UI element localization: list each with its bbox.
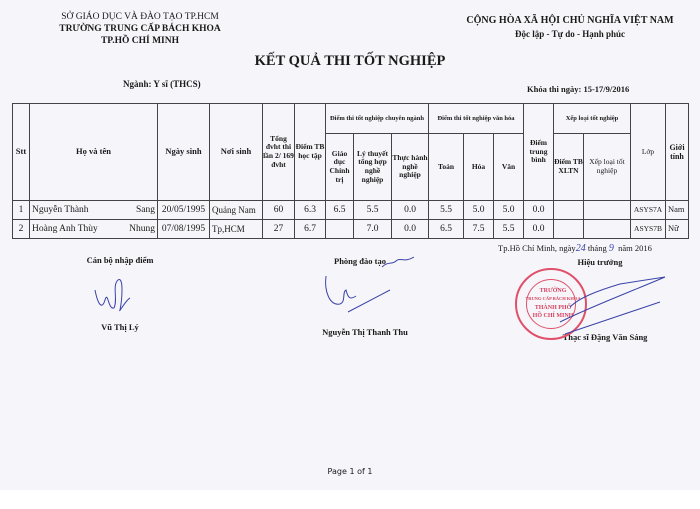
header-full-name: Họ và tên: [30, 104, 158, 201]
header-theory: Lý thuyết tổng hợp nghề nghiệp: [354, 134, 392, 201]
cell-class: ASYS7B: [631, 220, 666, 239]
cell-chemistry: 5.0: [464, 201, 494, 220]
cell-xltn-score: [554, 220, 584, 239]
header-ranking: Xếp loại tốt nghiệp: [584, 134, 631, 201]
cell-average: 0.0: [524, 220, 554, 239]
header-gpa: Điểm TB học tập: [295, 104, 326, 201]
cell-theory: 7.0: [354, 220, 392, 239]
header-xltn-score: Điểm TB XLTN: [554, 134, 584, 201]
cell-class: ASYS7A: [631, 201, 666, 220]
cell-practice: 0.0: [392, 220, 429, 239]
header-culture-group: Điểm thi tốt nghiệp văn hóa: [429, 104, 524, 134]
page-number: Page 1 of 1: [327, 467, 373, 476]
results-table: [12, 103, 689, 239]
header-literature: Văn: [494, 134, 524, 201]
cell-xltn-score: [554, 201, 584, 220]
cell-stt: 1: [13, 201, 30, 220]
principal-name: Thạc sĩ Đặng Văn Sáng: [562, 332, 648, 342]
cell-full-name: [30, 220, 158, 239]
cell-birthplace: Tp,HCM: [210, 220, 263, 239]
school-city: TP.HỒ CHÍ MINH: [100, 36, 180, 46]
first-name: Nguyễn Thành: [32, 204, 89, 215]
cell-total-credits: 27: [263, 220, 295, 239]
cell-chemistry: 7.5: [464, 220, 494, 239]
cell-dob: 07/08/1995: [158, 220, 210, 239]
school-stamp-icon: TRƯỜNG TRUNG CẤP BÁCH KHOA THÀNH PHỐ HỒ CHÍ MINH: [515, 268, 587, 340]
first-name: Hoàng Anh Thùy: [32, 223, 98, 234]
signature-training-dept-icon: [320, 272, 400, 317]
school-name: TRƯỜNG TRUNG CẤP BÁCH KHOA: [59, 24, 221, 34]
cell-literature: 5.0: [494, 201, 524, 220]
cell-gender: Nam: [666, 201, 689, 220]
header-class: Lớp: [631, 104, 666, 201]
header-stt: Stt: [13, 104, 30, 201]
cell-birthplace: Quảng Nam: [210, 201, 263, 220]
header-average: Điểm trung bình: [524, 104, 554, 201]
header-chemistry: Hóa: [464, 134, 494, 201]
cell-total-credits: 60: [263, 201, 295, 220]
cell-practice: 0.0: [392, 201, 429, 220]
header-birthplace: Nơi sinh: [210, 104, 263, 201]
header-politics: Giáo dục Chính trị: [326, 134, 354, 201]
cell-dob: 20/05/1995: [158, 201, 210, 220]
cell-full-name: [30, 201, 158, 220]
signature-principal-icon: [540, 262, 680, 342]
last-name: Sang: [136, 204, 155, 215]
cell-politics: 6.5: [326, 201, 354, 220]
data-entry-name: Vũ Thị Lý: [101, 322, 139, 332]
department-name: SỞ GIÁO DỤC VÀ ĐÀO TẠO TP.HCM: [61, 12, 219, 22]
initials-training-dept-icon: [380, 255, 420, 270]
cell-average: 0.0: [524, 201, 554, 220]
signature-data-entry-icon: [90, 270, 140, 320]
header-gender: Giới tính: [666, 104, 689, 201]
national-motto: Độc lập - Tự do - Hạnh phúc: [514, 29, 625, 39]
header-ranking-group: Xếp loại tốt nghiệp: [554, 104, 631, 134]
exam-dates: Khóa thi ngày: 15-17/9/2016: [527, 84, 630, 94]
header-total-credits: Tổng đvht thi lần 2/ 169 đvht: [263, 104, 295, 201]
page-title: KẾT QUẢ THI TỐT NGHIỆP: [254, 53, 446, 69]
handwritten-month: 9: [608, 243, 614, 254]
national-title: CỘNG HÒA XÃ HỘI CHỦ NGHĨA VIỆT NAM: [466, 15, 674, 26]
major-label: Ngành: Y sĩ (THCS): [123, 79, 201, 89]
table-row: [13, 201, 689, 220]
cell-stt: 2: [13, 220, 30, 239]
signing-date: Tp.Hồ Chí Minh, ngày24 tháng 9 năm 2016: [498, 243, 652, 254]
cell-theory: 5.5: [354, 201, 392, 220]
data-entry-title: Cán bộ nhập điểm: [86, 255, 154, 265]
handwritten-day: 24: [575, 243, 586, 254]
cell-ranking: [584, 220, 631, 239]
header-specialty-group: Điểm thi tốt nghiệp chuyên ngành: [326, 104, 429, 134]
header-math: Toán: [429, 134, 464, 201]
cell-politics: [326, 220, 354, 239]
cell-gpa: 6.3: [295, 201, 326, 220]
header-practice: Thực hành nghề nghiệp: [392, 134, 429, 201]
principal-title: Hiệu trưởng: [577, 257, 623, 267]
last-name: Nhung: [129, 223, 155, 234]
cell-ranking: [584, 201, 631, 220]
training-dept-title: Phòng đào tạo: [334, 256, 386, 266]
cell-math: 5.5: [429, 201, 464, 220]
cell-literature: 5.5: [494, 220, 524, 239]
cell-math: 6.5: [429, 220, 464, 239]
header-dob: Ngày sinh: [158, 104, 210, 201]
page-bottom-margin: [0, 490, 700, 509]
training-dept-name: Nguyễn Thị Thanh Thu: [322, 327, 408, 337]
cell-gpa: 6.7: [295, 220, 326, 239]
cell-gender: Nữ: [666, 220, 689, 239]
table-row: [13, 220, 689, 239]
